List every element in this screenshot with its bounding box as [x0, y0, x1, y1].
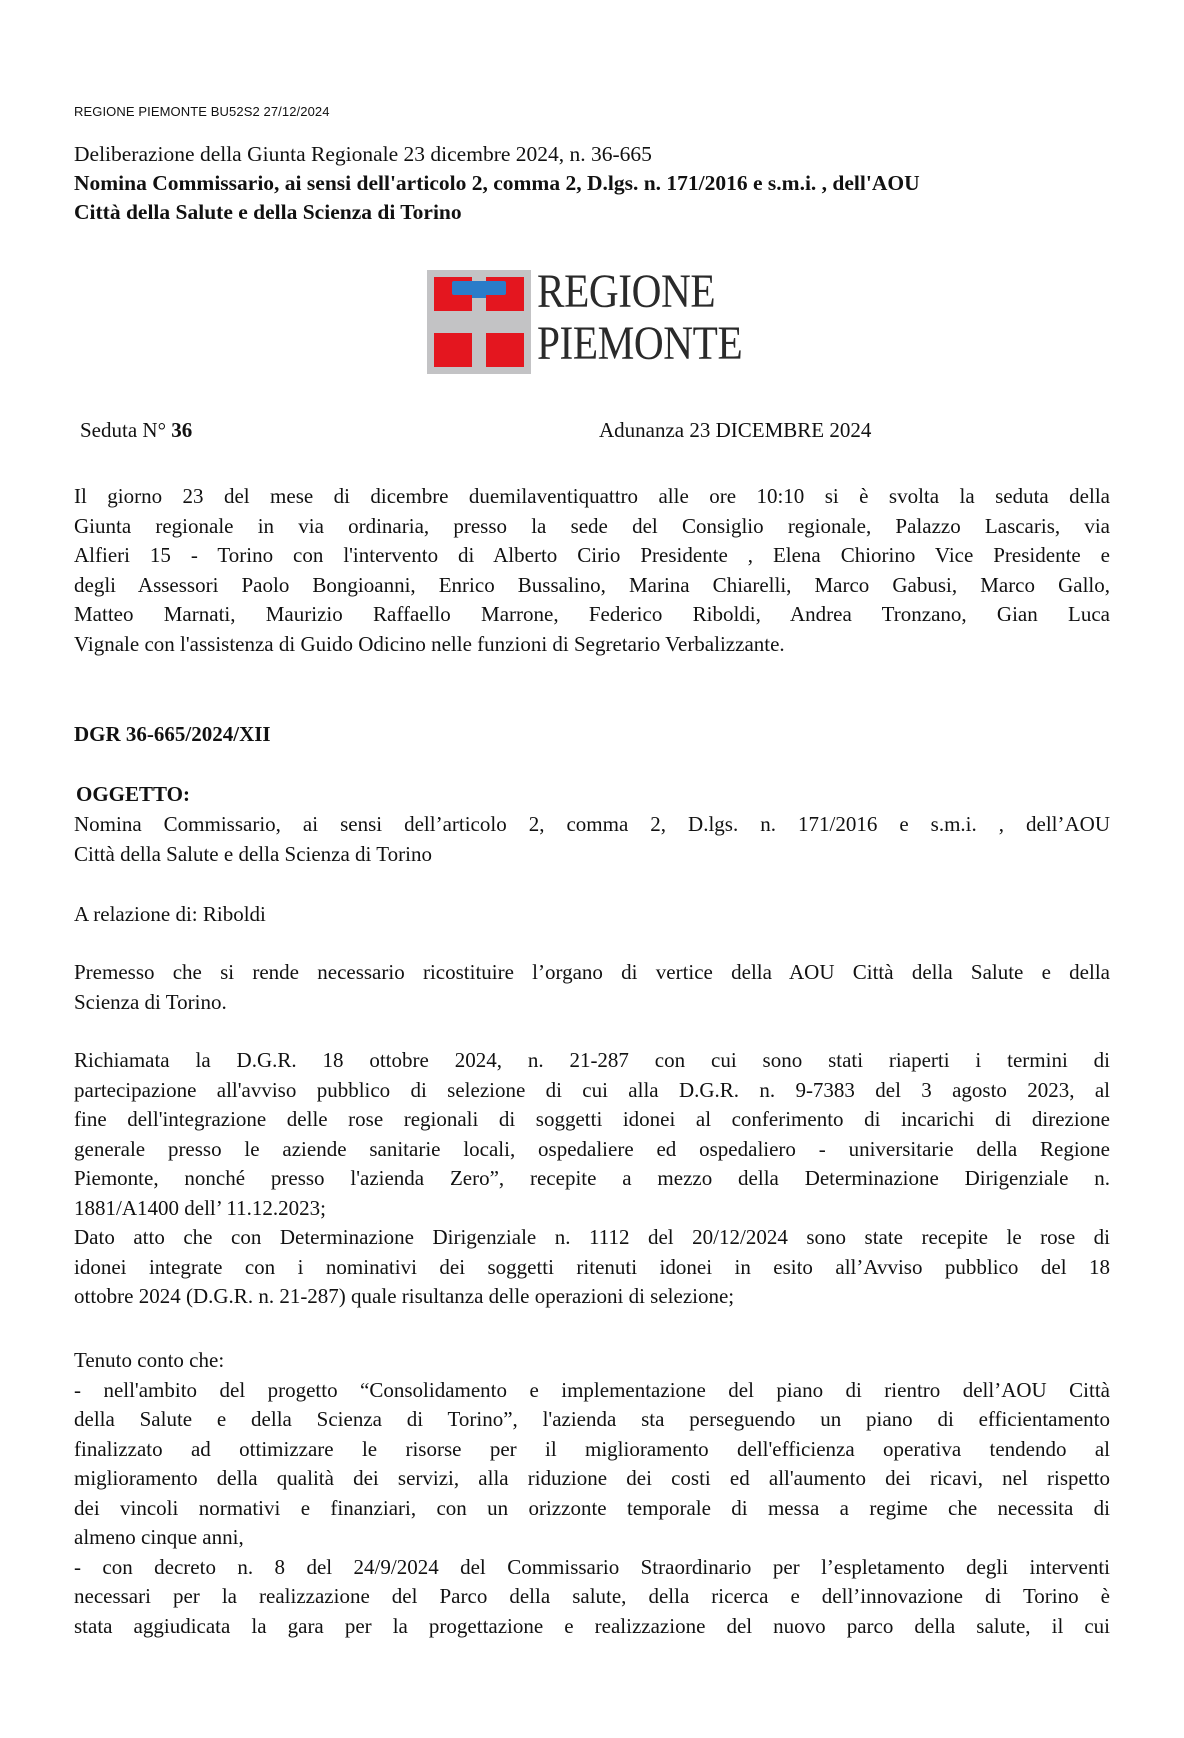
relazione: A relazione di: Riboldi	[74, 902, 266, 926]
adunanza-date: Adunanza 23 DICEMBRE 2024	[599, 418, 872, 442]
dgr-code: DGR 36-665/2024/XII	[74, 722, 271, 746]
seduta-number: Seduta N° 36	[80, 418, 193, 442]
logo-text: REGIONE PIEMONTE	[537, 265, 743, 370]
richiamata-paragraph: Richiamata la D.G.R. 18 ottobre 2024, n. 21-287 con cui sono stati riaperti i termini di partecipazione all'avviso pubblico di selezione di cui alla D.G.R. n. 9-7383 del 3 agosto 2023, al fine dell'integrazione delle rose regionali di soggetti idonei al conferimento di incarichi di direzione generale presso le aziende sanitarie locali, ospedaliere ed ospedaliero - universitarie della Regione Piemonte, nonché presso l'azienda Zero”, recepite a mezzo della Determinazione Dirigenziale n. 1881/A1400 dell’ 11.12.2023; Dato atto che con Determinazione Dirigenziale n. 1112 del 20/12/2024 sono state recepite le rose di idonei integrate con i nominativi dei soggetti ritenuti idonei in esito all’Avviso pubblico del 18 ottobre 2024 (D.G.R. n. 21-287) quale risultanza delle operazioni di selezione;	[74, 1048, 1110, 1308]
deliberation-line: Deliberazione della Giunta Regionale 23 dicembre 2024, n. 36-665	[74, 142, 652, 166]
bulletin-header: REGIONE PIEMONTE BU52S2 27/12/2024	[74, 104, 330, 119]
oggetto-heading: OGGETTO:	[76, 782, 190, 806]
oggetto-text: Nomina Commissario, ai sensi dell’articolo 2, comma 2, D.lgs. n. 171/2016 e s.m.i. , dell’AOU Città della Salute e della Scienza di Torino	[74, 812, 1110, 866]
title-line: Nomina Commissario, ai sensi dell'articolo 2, comma 2, D.lgs. n. 171/2016 e s.m.i. , dell'AOU	[74, 171, 920, 195]
title-block	[74, 140, 1110, 227]
intro-paragraph: Il giorno 23 del mese di dicembre duemilaventiquattro alle ore 10:10 si è svolta la seduta della Giunta regionale in via ordinaria, presso la sede del Consiglio regionale, Palazzo Lascaris, via Alfieri 15 - Torino con l'intervento di Alberto Cirio Presidente , Elena Chiorino Vice Presidente e degli Assessori Paolo Bongioanni, Enrico Bussalino, Marina Chiarelli, Marco Gabusi, Marco Gallo, Matteo Marnati, Maurizio Raffaello Marrone, Federico Riboldi, Andrea Tronzano, Gian Luca Vignale con l'assistenza di Guido Odicino nelle funzioni di Segretario Verbalizzante.	[74, 484, 1110, 656]
tenuto-paragraph: Tenuto conto che: - nell'ambito del progetto “Consolidamento e implementazione del piano di rientro dell’AOU Città della Salute e della Scienza di Torino”, l'azienda sta perseguendo un piano di efficientamento finalizzato ad ottimizzare le risorse per il miglioramento dell'efficienza operativa tendendo al miglioramento della qualità dei servizi, alla riduzione dei costi ed all'aumento dei ricavi, nel rispetto dei vincoli normativi e finanziari, con un orizzonte temporale di messa a regime che necessita di almeno cinque anni, - con decreto n. 8 del 24/9/2024 del Commissario Straordinario per l’espletamento degli interventi necessari per la realizzazione del Parco della salute, della ricerca e dell’innovazione di Torino è stata aggiudicata la gara per la progettazione e realizzazione del nuovo parco della salute, il cui	[74, 1348, 1110, 1638]
title-line: Città della Salute e della Scienza di Torino	[74, 200, 462, 224]
piemonte-flag-icon	[427, 270, 531, 374]
regione-piemonte-logo	[427, 265, 767, 374]
premesso-paragraph: Premesso che si rende necessario ricostituire l’organo di vertice della AOU Città della Salute e della Scienza di Torino.	[74, 960, 1110, 1014]
